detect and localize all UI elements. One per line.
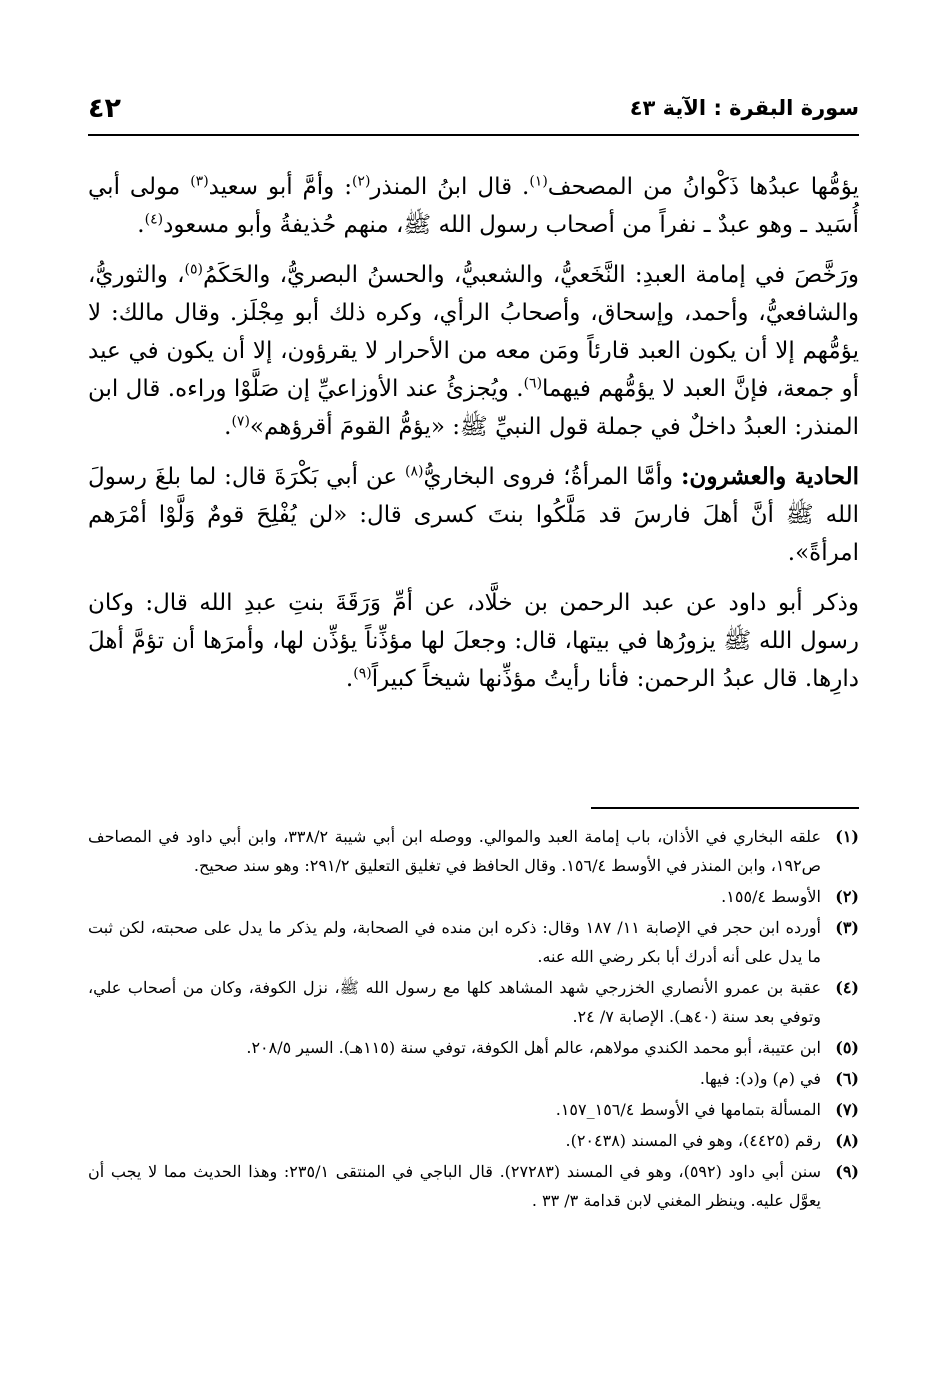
footnote-ref-2[interactable]: (٢) bbox=[351, 173, 371, 190]
footnote-number: (٦) bbox=[835, 1069, 859, 1088]
footnote-ref-6[interactable]: (٦) bbox=[523, 375, 543, 392]
text-run: يؤمُّها عبدُها ذَكْوانُ من المصحف bbox=[547, 174, 860, 200]
footnote-ref-5[interactable]: (٥) bbox=[184, 261, 203, 278]
footnote-ref-3[interactable]: (٣) bbox=[190, 173, 209, 190]
footnote-number: (٩) bbox=[835, 1162, 859, 1181]
footnote-text: سنن أبي داود (٥٩٢)، وهو في المسند (٢٧٢٨٣). قال الباجي في المنتقى ٢٣٥/١: وهذا الحديث مما لا يجب أن يعوَّل عليه. وينظر المغني لابن قدامة ٣/ ٣٣ . bbox=[88, 1162, 821, 1210]
text-run: ، والثوريُّ، والشافعيُّ، وأحمد، وإسحاق، وأصحابُ الرأي، وكره ذلك أبو مِجْلَز. وقال مالك: لا يؤمُّهم إلا أن يكون العبد قارئاً ومَن معه من الأحرار لا يقرؤون، إلا أن يكون في عيد أو جمعة، فإنَّ العبد لا يؤمُّهم فيهما bbox=[88, 262, 859, 402]
footnote-ref-1[interactable]: (١) bbox=[529, 173, 548, 190]
footnote-number: (٣) bbox=[835, 918, 859, 937]
paragraph-3 bbox=[88, 458, 859, 572]
footnote-number: (٧) bbox=[835, 1100, 859, 1119]
footnote-item bbox=[88, 882, 859, 911]
footnote-ref-9[interactable]: (٩) bbox=[353, 665, 372, 682]
footnotes bbox=[88, 822, 859, 1217]
footnote-item bbox=[88, 1157, 859, 1215]
footnote-text: في (م) و(د): فيها. bbox=[699, 1069, 821, 1088]
text-run: وذكر أبو داود عن عبد الرحمن بن خلَّاد، عن أمِّ وَرَقَةَ بنتِ عبدِ الله قال: وكان رسول الله ﷺ يزورُها في بيتها، قال: وجعلَ لها مؤذِّناً يؤذِّن لها، وأمرَها أن تؤمَّ أهلَ دارِها. قال عبدُ الرحمن: فأنا رأيتُ مؤذِّنها شيخاً كبيراً bbox=[88, 590, 859, 692]
footnote-number: (٢) bbox=[835, 887, 859, 906]
footnote-ref-8[interactable]: (٨) bbox=[405, 463, 424, 480]
footnote-text: الأوسط ١٥٥/٤. bbox=[721, 887, 821, 906]
paragraph-1 bbox=[88, 168, 859, 244]
footnote-item bbox=[88, 973, 859, 1031]
footnote-text: أورده ابن حجر في الإصابة ١١/ ١٨٧ وقال: ذكره ابن منده في الصحابة، ولم يذكر ما يدل على صحبته، لكن ثبت ما يدل على أنه أدرك أبا بكر رضي الله عنه. bbox=[88, 918, 822, 966]
running-title: سورة البقرة : الآية ٤٣ bbox=[629, 96, 859, 120]
footnote-number: (١) bbox=[835, 827, 859, 846]
text-run: . bbox=[345, 666, 354, 692]
footnote-number: (٥) bbox=[835, 1038, 859, 1057]
text-run: مولى أبي أُسَيد ـ وهو عبدٌ ـ نفراً من أصحاب رسول الله ﷺ، منهم حُذيفةُ وأبو مسعود bbox=[88, 174, 859, 238]
text-run: ورَخَّصَ في إمامة العبدِ: النَّخَعيُّ، والشعبيُّ، والحسنُ البصريُّ، والحَكَمُ bbox=[203, 262, 859, 288]
footnote-item bbox=[88, 1033, 859, 1062]
paragraph-2 bbox=[88, 256, 859, 446]
text-run: . bbox=[224, 414, 232, 440]
text-run: : وأمَّ أبو سعيد bbox=[208, 174, 352, 200]
footnote-item bbox=[88, 822, 859, 880]
footnote-text: رقم (٤٤٢٥)، وهو في المسند (٢٠٤٣٨). bbox=[565, 1131, 821, 1150]
page-number: ٤٢ bbox=[88, 92, 121, 124]
text-run: . قال ابنُ المنذر bbox=[370, 174, 530, 200]
paragraph-4 bbox=[88, 584, 859, 698]
footnote-text: علقه البخاري في الأذان، باب إمامة العبد والموالي. ووصله ابن أبي شيبة ٣٣٨/٢، وابن أبي داود في المصاحف ص١٩٢، وابن المنذر في الأوسط ١٥٦/٤. وقال الحافظ في تغليق التعليق ٢٩١/٢: وهو سند صحيح. bbox=[88, 827, 822, 875]
section-heading: الحادية والعشرون: bbox=[680, 463, 860, 490]
page-header bbox=[88, 82, 859, 136]
footnote-separator bbox=[591, 807, 859, 809]
footnote-item bbox=[88, 913, 859, 971]
text-run: . ويُجزئُ عند الأوزاعيِّ إن صَلَّوْا وراءه. قال ابن المنذر: العبدُ داخلٌ في جملة قول النبيِّ ﷺ: «يؤمُّ القومَ أقرؤهم» bbox=[88, 376, 859, 440]
text-run: وأمَّا المرأةُ؛ فروى البخاريُّ bbox=[423, 464, 681, 490]
footnote-text: ابن عتيبة، أبو محمد الكندي مولاهم، عالم أهل الكوفة، توفي سنة (١١٥هـ). السير ٢٠٨/٥. bbox=[246, 1038, 821, 1057]
footnote-item bbox=[88, 1095, 859, 1124]
footnote-number: (٨) bbox=[835, 1131, 859, 1150]
text-run: . bbox=[137, 212, 145, 238]
footnote-item bbox=[88, 1064, 859, 1093]
footnote-ref-7[interactable]: (٧) bbox=[231, 413, 250, 430]
footnote-item bbox=[88, 1126, 859, 1155]
footnote-text: عقبة بن عمرو الأنصاري الخزرجي شهد المشاهد كلها مع رسول الله ﷺ، نزل الكوفة، وكان من أصحاب علي، وتوفي بعد سنة (٤٠هـ). الإصابة ٧/ ٢٤. bbox=[88, 978, 821, 1026]
text-run: عن أبي بَكْرَةَ قال: لما بلغَ رسولَ الله ﷺ أنَّ أهلَ فارسَ قد مَلَّكُوا بنتَ كسرى قال: «لن يُفْلِحَ قومٌ وَلَّوْا أمْرَهم امرأةً». bbox=[88, 464, 859, 566]
main-text bbox=[88, 168, 859, 710]
footnote-number: (٤) bbox=[835, 978, 859, 997]
footnote-text: المسألة بتمامها في الأوسط ١٥٦/٤_١٥٧. bbox=[555, 1100, 821, 1119]
footnote-ref-4[interactable]: (٤) bbox=[144, 211, 164, 228]
